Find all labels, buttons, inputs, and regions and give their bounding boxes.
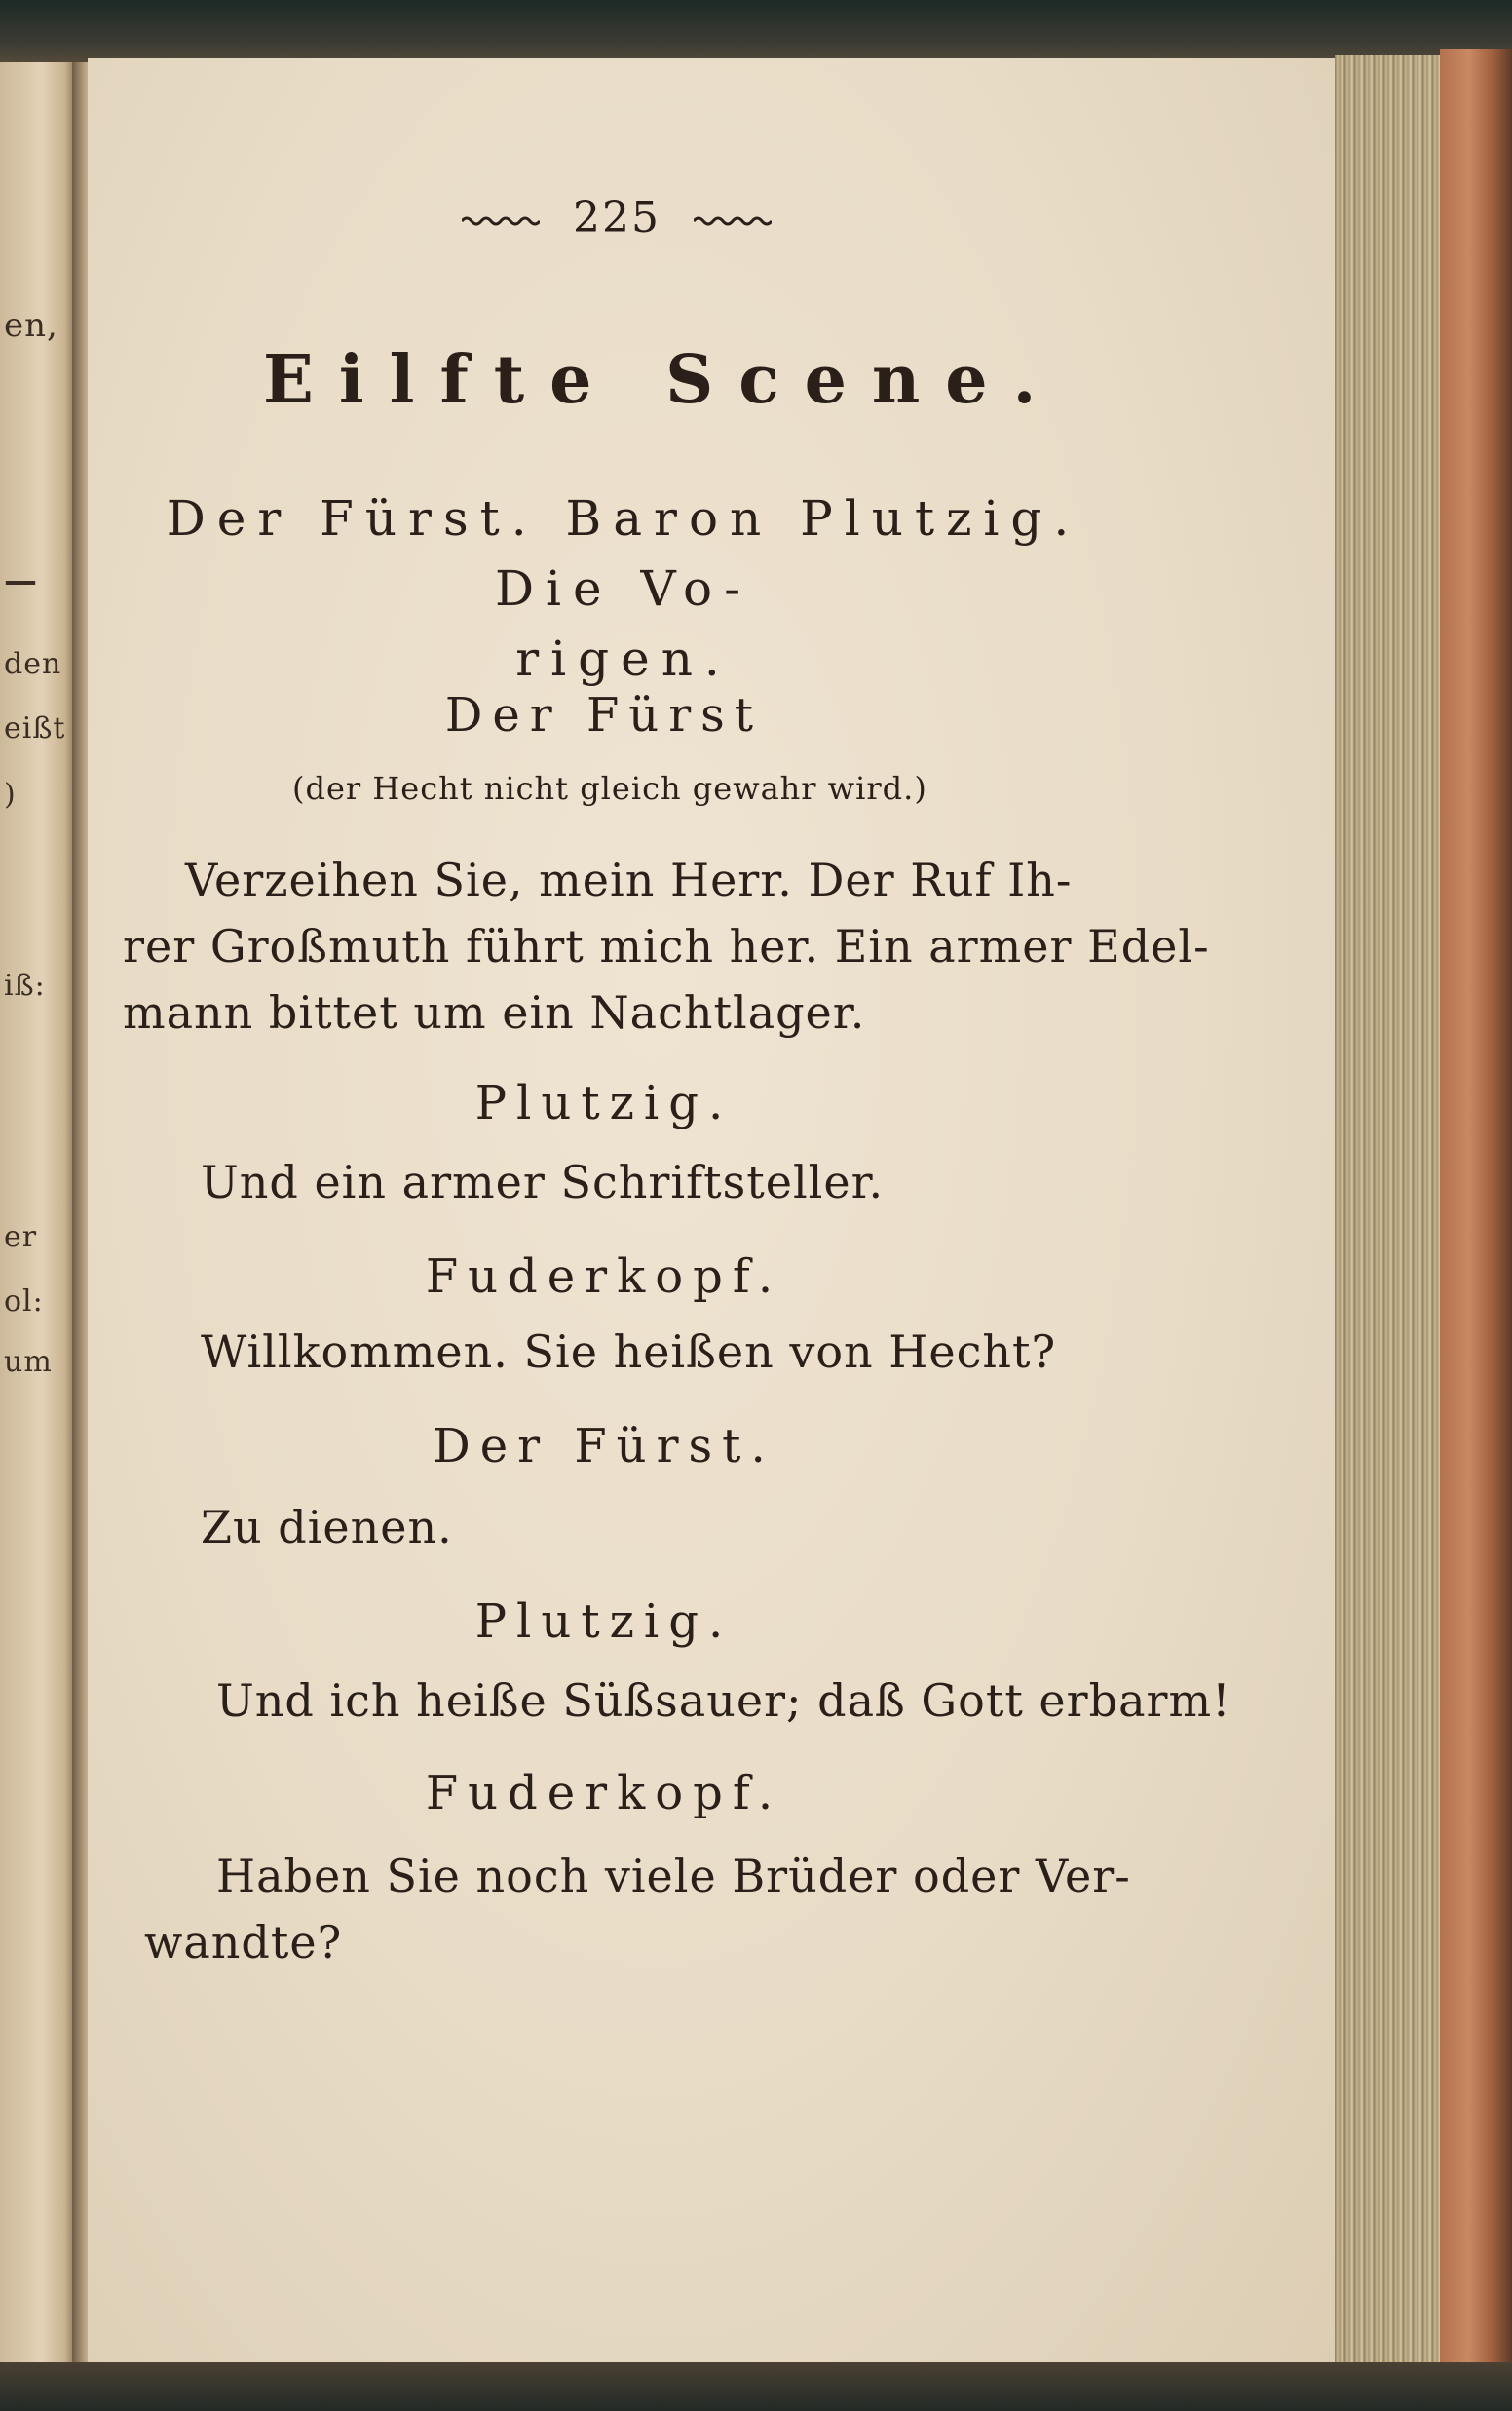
dialogue-line: Und ein armer Schriftsteller. [201,1156,885,1208]
left-page-fragment: ) [4,778,17,812]
stage-direction: (der Hecht nicht gleich gewahr wird.) [292,770,927,807]
cast-line: Der Fürst. Baron Plutzig. Die Vo- [166,490,1081,617]
speaker-name: Der Fürst. [433,1419,775,1473]
speaker-name: Der Fürst [444,688,764,743]
book-spine-edge [1440,49,1512,2388]
dialogue-line: Verzeihen Sie, mein Herr. Der Ruf Ih- [185,854,1073,906]
dialogue-line: Zu dienen. [201,1501,453,1553]
speaker-name: Plutzig. [474,1076,734,1130]
dialogue-line: Und ich heiße Süßsauer; daß Gott erbarm! [216,1674,1231,1727]
page-number-header [429,193,805,243]
left-page-fragment: iß: [4,969,46,1003]
speaker-name: Fuderkopf. [425,1249,783,1304]
ornament-wave-icon [694,215,772,227]
book-cover-bottom-edge [0,2362,1512,2411]
cast-line: rigen. [515,631,732,687]
left-page-fragment: eißt [4,711,66,746]
left-page-fragment: en, [4,306,58,345]
left-page-fragment: den [4,647,62,681]
left-page-fragment: — [4,561,38,600]
dialogue-line: Willkommen. Sie heißen von Hecht? [201,1325,1057,1378]
dialogue-line: mann bittet um ein Nachtlager. [123,986,866,1039]
page-edges [1335,55,1442,2378]
speaker-name: Plutzig. [474,1594,734,1649]
left-facing-page [0,62,76,2372]
left-page-fragment: um [4,1345,53,1379]
dialogue-line: Haben Sie noch viele Brüder oder Ver- [216,1850,1131,1902]
speaker-name: Fuderkopf. [425,1766,783,1820]
dialogue-line: rer Großmuth führt mich her. Ein armer Edel- [123,920,1210,973]
cast-list [117,483,1130,694]
left-page-fragment: er [4,1220,38,1254]
ornament-wave-icon [462,215,540,227]
page-number: 225 [573,193,661,243]
left-page-fragment: ol: [4,1284,44,1319]
scene-title: Eilfte Scene. [263,341,1062,419]
dialogue-line: wandte? [144,1916,343,1969]
